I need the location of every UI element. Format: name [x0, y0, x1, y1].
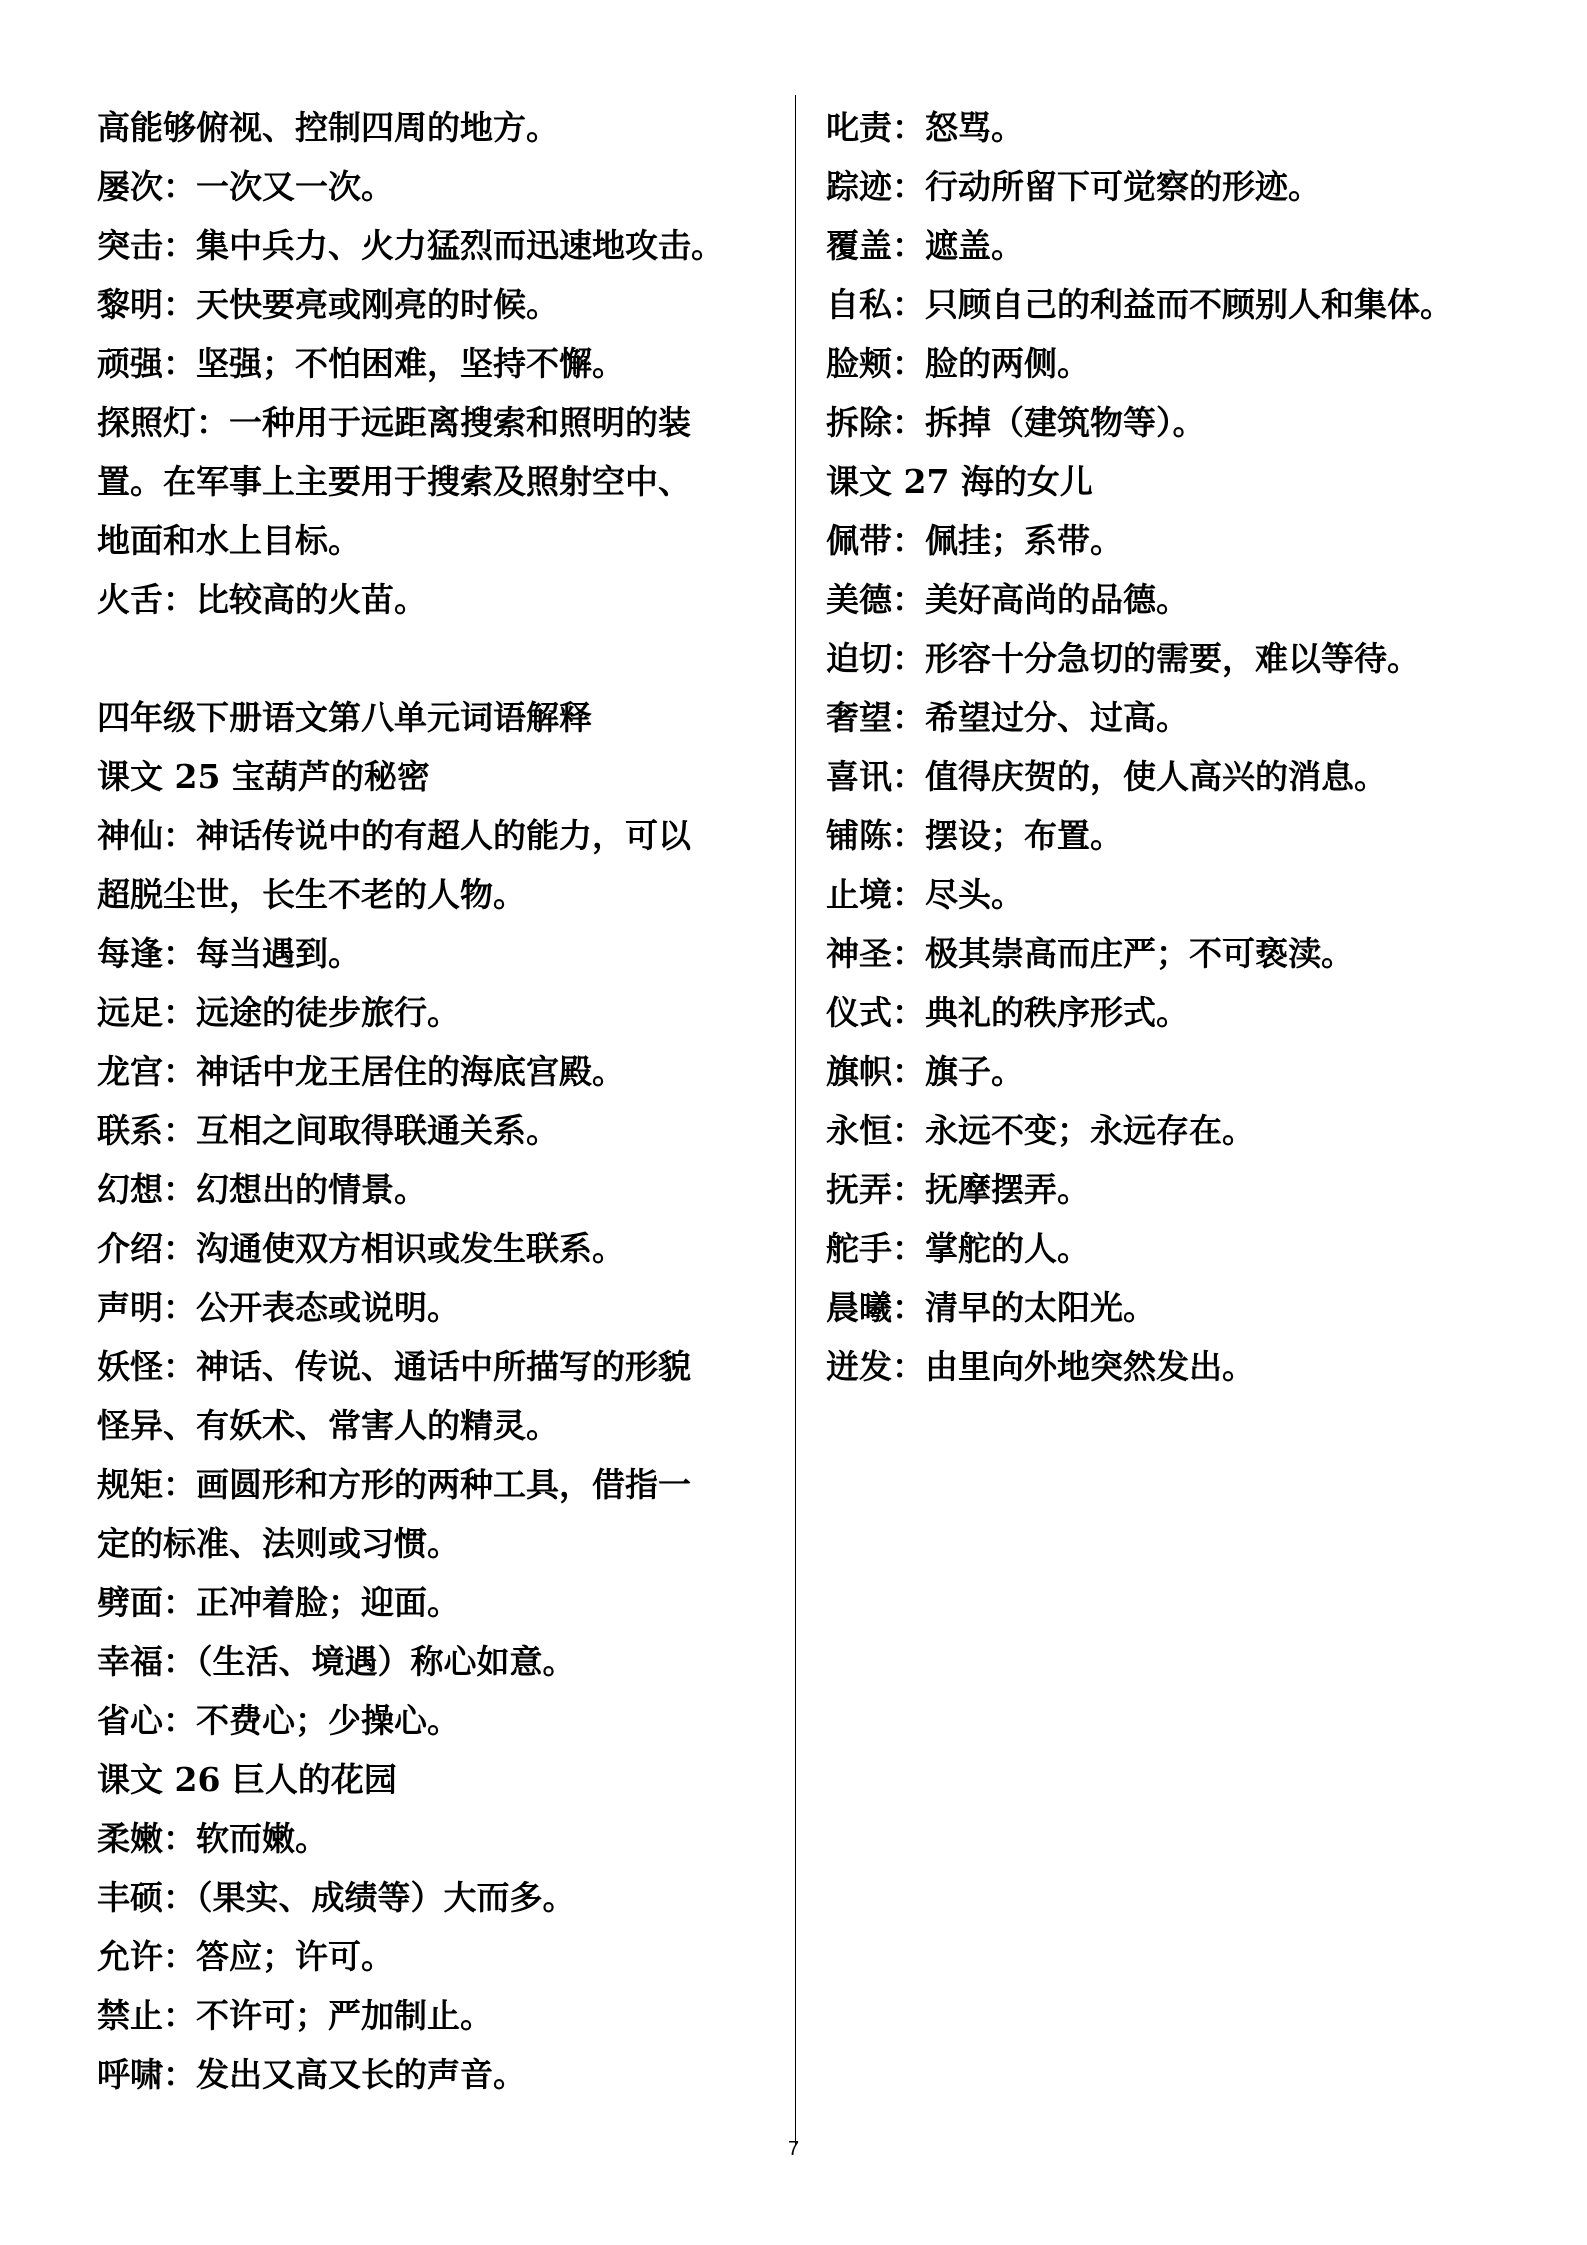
text-line: 突击：集中兵力、火力猛烈而迅速地攻击。	[97, 226, 724, 265]
text-line: 神仙：神话传说中的有超人的能力，可以	[97, 816, 691, 855]
text-line: 每逢：每当遇到。	[97, 934, 361, 973]
text-line: 高能够俯视、控制四周的地方。	[97, 108, 559, 147]
right-column	[826, 98, 1546, 1396]
text-line: 省心：不费心；少操心。	[97, 1701, 460, 1740]
text-line: 拆除：拆掉（建筑物等）。	[826, 403, 1206, 442]
page-number: 7	[787, 2138, 800, 2160]
text-line: 脸颊：脸的两侧。	[826, 344, 1090, 383]
text-line: 铺陈：摆设；布置。	[826, 816, 1123, 855]
text-line: 屡次：一次又一次。	[97, 167, 394, 206]
text-line: 妖怪：神话、传说、通话中所描写的形貌	[97, 1347, 691, 1386]
text-line: 覆盖：遮盖。	[826, 226, 1024, 265]
text-line: 规矩：画圆形和方形的两种工具，借指一	[97, 1465, 691, 1504]
text-line: 迫切：形容十分急切的需要，难以等待。	[826, 639, 1420, 678]
text-line: 课文 27 海的女儿	[826, 462, 1093, 501]
text-line: 踪迹：行动所留下可觉察的形迹。	[826, 167, 1321, 206]
text-line: 神圣：极其崇高而庄严；不可亵渎。	[826, 934, 1354, 973]
text-line: 允许：答应；许可。	[97, 1937, 394, 1976]
text-line: 叱责：怒骂。	[826, 108, 1024, 147]
text-line: 超脱尘世，长生不老的人物。	[97, 875, 526, 914]
text-line: 永恒：永远不变；永远存在。	[826, 1111, 1255, 1150]
text-line: 火舌：比较高的火苗。	[97, 580, 427, 619]
text-line: 迸发：由里向外地突然发出。	[826, 1347, 1255, 1386]
text-line: 龙宫：神话中龙王居住的海底宫殿。	[97, 1052, 625, 1091]
text-line: 探照灯：一种用于远距离搜索和照明的装	[97, 403, 691, 442]
text-line: 美德：美好高尚的品德。	[826, 580, 1189, 619]
text-line: 置。在军事上主要用于搜索及照射空中、	[97, 462, 691, 501]
text-line: 奢望：希望过分、过高。	[826, 698, 1189, 737]
text-line: 课文 26 巨人的花园	[97, 1760, 397, 1799]
text-line: 自私：只顾自己的利益而不顾别人和集体。	[826, 285, 1453, 324]
text-line: 课文 25 宝葫芦的秘密	[97, 757, 430, 796]
text-line: 禁止：不许可；严加制止。	[97, 1996, 493, 2035]
text-line: 喜讯：值得庆贺的，使人高兴的消息。	[826, 757, 1387, 796]
text-line: 定的标准、法则或习惯。	[97, 1524, 460, 1563]
text-line: 声明：公开表态或说明。	[97, 1288, 460, 1327]
text-line: 介绍：沟通使双方相识或发生联系。	[97, 1229, 625, 1268]
text-line: 顽强：坚强；不怕困难，坚持不懈。	[97, 344, 625, 383]
text-line: 幸福：（生活、境遇）称心如意。	[97, 1642, 576, 1681]
text-line: 地面和水上目标。	[97, 521, 361, 560]
text-line: 劈面：正冲着脸；迎面。	[97, 1583, 460, 1622]
text-line: 仪式：典礼的秩序形式。	[826, 993, 1189, 1032]
text-line: 四年级下册语文第八单元词语解释	[97, 698, 592, 737]
text-line: 柔嫩：软而嫩。	[97, 1819, 328, 1858]
text-line: 联系：互相之间取得联通关系。	[97, 1111, 559, 1150]
text-line: 远足：远途的徒步旅行。	[97, 993, 460, 1032]
text-line: 黎明：天快要亮或刚亮的时候。	[97, 285, 559, 324]
text-line: 抚弄：抚摩摆弄。	[826, 1170, 1090, 1209]
text-line: 止境：尽头。	[826, 875, 1024, 914]
text-line: 呼啸：发出又高又长的声音。	[97, 2055, 526, 2094]
text-line: 佩带：佩挂；系带。	[826, 521, 1123, 560]
blank-line	[97, 629, 787, 688]
column-divider	[795, 95, 796, 2145]
text-line: 丰硕：（果实、成绩等）大而多。	[97, 1878, 576, 1917]
text-line: 怪异、有妖术、常害人的精灵。	[97, 1406, 559, 1445]
text-line: 晨曦：清早的太阳光。	[826, 1288, 1156, 1327]
left-column	[97, 98, 787, 2104]
text-line: 舵手：掌舵的人。	[826, 1229, 1090, 1268]
text-line: 幻想：幻想出的情景。	[97, 1170, 427, 1209]
text-line: 旗帜：旗子。	[826, 1052, 1024, 1091]
